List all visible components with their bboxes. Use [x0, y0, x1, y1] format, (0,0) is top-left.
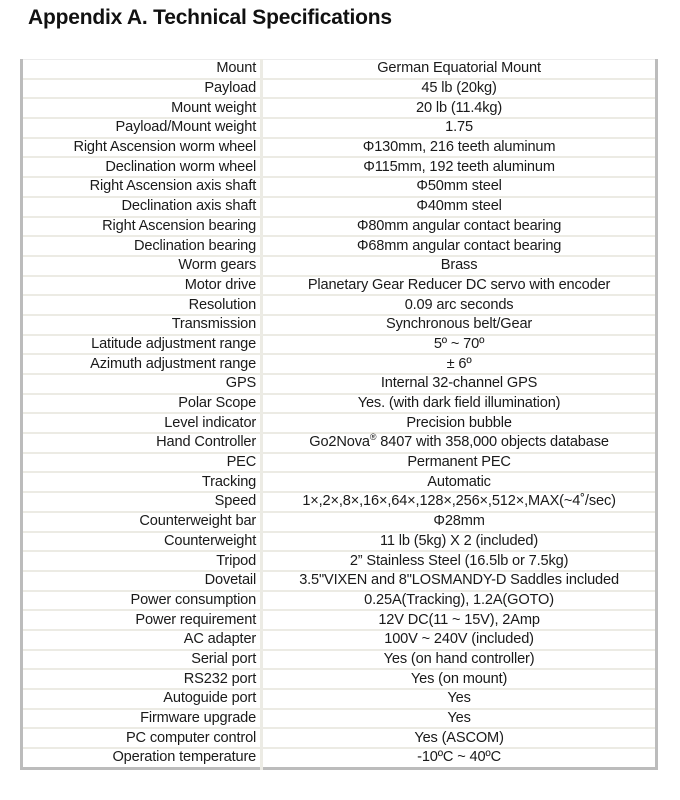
spec-value: 2” Stainless Steel (16.5lb or 7.5kg) [262, 551, 657, 571]
spec-value: Yes [262, 689, 657, 709]
spec-value: Yes. (with dark field illumination) [262, 394, 657, 414]
table-row [22, 709, 657, 729]
table-row [22, 79, 657, 99]
table-row [22, 335, 657, 355]
product-detail: 8407 with 358,000 objects database [376, 434, 609, 451]
table-row [22, 748, 657, 768]
spec-value: 12V DC(11 ~ 15V), 2Amp [262, 610, 657, 630]
spec-label: Latitude adjustment range [22, 335, 262, 355]
spec-label: Right Ascension bearing [22, 217, 262, 237]
table-row [22, 512, 657, 532]
spec-value: Planetary Gear Reducer DC servo with encoder [262, 276, 657, 296]
spec-label: Hand Controller [22, 433, 262, 453]
spec-label: RS232 port [22, 669, 262, 689]
spec-value: -10ºC ~ 40ºC [417, 749, 502, 766]
table-row [22, 669, 657, 689]
registered-mark: ® [369, 432, 377, 443]
spec-label: Payload/Mount weight [22, 118, 262, 138]
table-row [22, 610, 657, 630]
spec-value: Φ28mm [262, 512, 657, 532]
spec-label: PC computer control [22, 728, 262, 748]
table-row [22, 551, 657, 571]
spec-label: Level indicator [22, 413, 262, 433]
table-row [22, 315, 657, 335]
spec-label: Declination axis shaft [22, 197, 262, 217]
spec-label: Serial port [22, 650, 262, 670]
spec-label: Dovetail [22, 571, 262, 591]
table-row [22, 138, 657, 158]
spec-label: Firmware upgrade [22, 709, 262, 729]
spec-label: Azimuth adjustment range [22, 354, 262, 374]
table-row [22, 276, 657, 296]
spec-value: 11 lb (5kg) X 2 (included) [262, 532, 657, 552]
spec-label: Payload [22, 79, 262, 99]
spec-label: Autoguide port [22, 689, 262, 709]
spec-value: 1.75 [262, 118, 657, 138]
spec-label: Mount weight [22, 98, 262, 118]
spec-label: Operation temperature [22, 748, 262, 768]
table-row [22, 98, 657, 118]
specifications-table [20, 59, 658, 770]
table-row [22, 630, 657, 650]
table-row [22, 591, 657, 611]
spec-label: Worm gears [22, 256, 262, 276]
spec-label: Tracking [22, 472, 262, 492]
table-row [22, 60, 657, 79]
spec-value: 45 lb (20kg) [262, 79, 657, 99]
spec-value: Precision bubble [262, 413, 657, 433]
table-row [22, 472, 657, 492]
spec-value: 0.09 arc seconds [262, 295, 657, 315]
spec-label: GPS [22, 374, 262, 394]
spec-value: 3.5"VIXEN and 8"LOSMANDY-D Saddles included [262, 571, 657, 591]
spec-value: 0.25A(Tracking), 1.2A(GOTO) [262, 591, 657, 611]
table-row [22, 197, 657, 217]
spec-label: Power requirement [22, 610, 262, 630]
spec-label: Right Ascension axis shaft [22, 177, 262, 197]
page-title: Appendix A. Technical Specifications [28, 6, 392, 29]
spec-label: Counterweight bar [22, 512, 262, 532]
spec-label: Counterweight [22, 532, 262, 552]
spec-label: Speed [22, 492, 262, 512]
table-row [22, 354, 657, 374]
spec-label: AC adapter [22, 630, 262, 650]
table-row [22, 453, 657, 473]
spec-value: Yes (ASCOM) [262, 728, 657, 748]
spec-value: Yes (on mount) [262, 669, 657, 689]
spec-value: Brass [262, 256, 657, 276]
table-row [22, 650, 657, 670]
spec-value: Φ115mm, 192 teeth aluminum [262, 157, 657, 177]
spec-label: PEC [22, 453, 262, 473]
spec-label: Power consumption [22, 591, 262, 611]
spec-value: ± 6º [262, 354, 657, 374]
table-row [22, 374, 657, 394]
spec-value: Φ80mm angular contact bearing [262, 217, 657, 237]
table-row [22, 492, 657, 512]
table-row [22, 157, 657, 177]
spec-label: Mount [22, 60, 262, 79]
spec-value [262, 433, 657, 453]
spec-value: Automatic [262, 472, 657, 492]
spec-value: Φ130mm, 216 teeth aluminum [262, 138, 657, 158]
spec-value: 5º ~ 70º [262, 335, 657, 355]
spec-value: Yes [262, 709, 657, 729]
product-name: Go2Nova [309, 434, 370, 451]
table-row [22, 433, 657, 453]
spec-value: 100V ~ 240V (included) [262, 630, 657, 650]
table-row [22, 236, 657, 256]
table-row [22, 177, 657, 197]
spec-value: Φ68mm angular contact bearing [262, 236, 657, 256]
spec-label: Transmission [22, 315, 262, 335]
spec-value: 1×,2×,8×,16×,64×,128×,256×,512×,MAX(~4˚/sec) [262, 492, 657, 512]
table-row [22, 728, 657, 748]
spec-label: Declination worm wheel [22, 157, 262, 177]
spec-label: Tripod [22, 551, 262, 571]
table-row [22, 413, 657, 433]
spec-label: Right Ascension worm wheel [22, 138, 262, 158]
spec-value: Synchronous belt/Gear [262, 315, 657, 335]
spec-value: Internal 32-channel GPS [262, 374, 657, 394]
table-row [22, 295, 657, 315]
table-row [22, 256, 657, 276]
table-row [22, 394, 657, 414]
spec-label: Resolution [22, 295, 262, 315]
spec-value: 20 lb (11.4kg) [262, 98, 657, 118]
spec-value: Φ50mm steel [262, 177, 657, 197]
spec-value: Yes (on hand controller) [262, 650, 657, 670]
spec-label: Motor drive [22, 276, 262, 296]
table-row [22, 571, 657, 591]
table-row [22, 217, 657, 237]
table-row [22, 689, 657, 709]
spec-value: Permanent PEC [262, 453, 657, 473]
spec-label: Polar Scope [22, 394, 262, 414]
table-row [22, 118, 657, 138]
spec-value: German Equatorial Mount [262, 60, 657, 79]
table-row [22, 532, 657, 552]
spec-value: Φ40mm steel [262, 197, 657, 217]
spec-label: Declination bearing [22, 236, 262, 256]
